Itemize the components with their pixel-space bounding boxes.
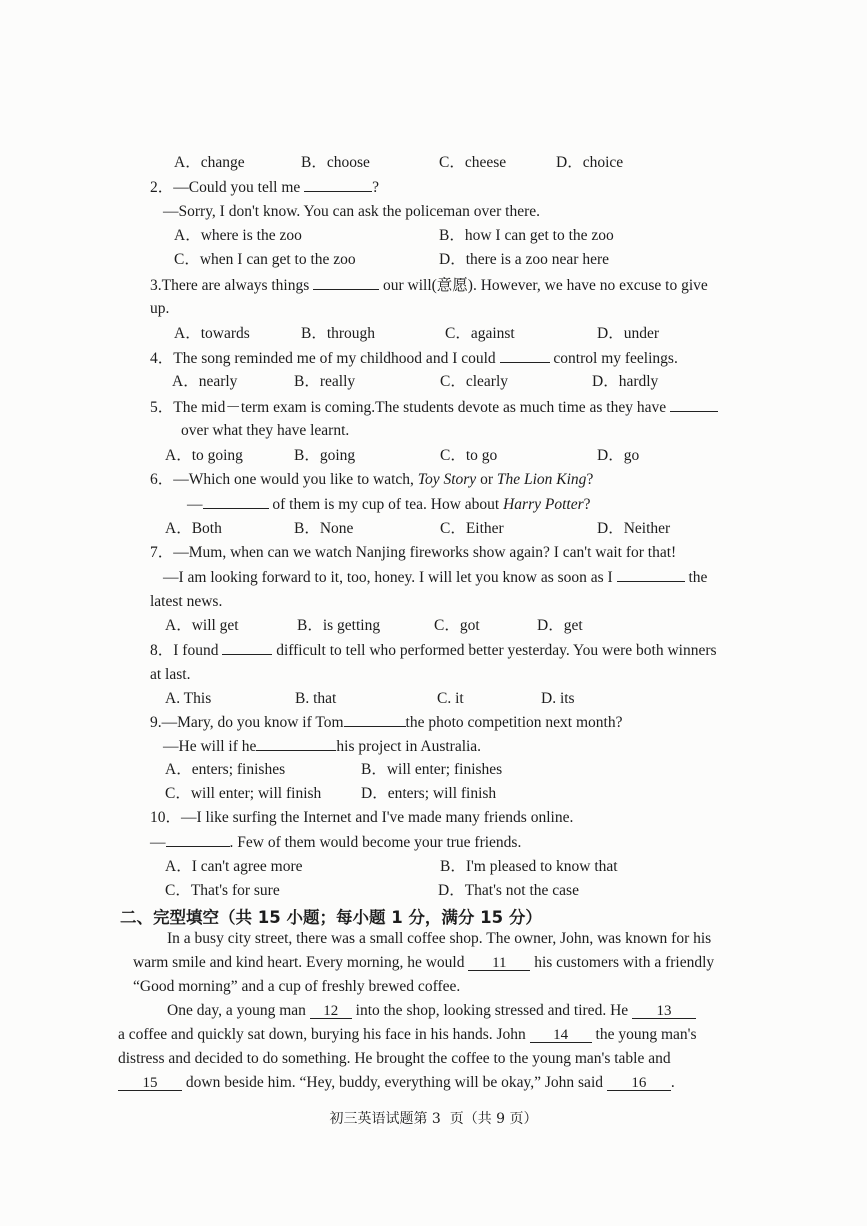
section-heading: 二、完型填空（共 15 小题；每小题 1 分，满分 15 分） bbox=[120, 908, 542, 927]
passage-line: One day, a young man 12 into the shop, looking stressed and tired. He 13 bbox=[167, 1001, 696, 1021]
q6-option-b: B．None bbox=[294, 520, 354, 537]
q5-option-c: C．to go bbox=[440, 447, 498, 464]
q7-reply: —I am looking forward to it, too, honey. I will let you know as soon as I the bbox=[163, 569, 708, 586]
q8-stem: 8．I found difficult to tell who performed better yesterday. You were both winners bbox=[150, 642, 717, 659]
q7-option-d: D．get bbox=[537, 617, 583, 634]
q10-option-a: A．I can't agree more bbox=[165, 858, 303, 875]
q8-option-d: D. its bbox=[541, 690, 575, 707]
q6-option-d: D．Neither bbox=[597, 520, 671, 537]
blank-15: 15 bbox=[118, 1076, 182, 1091]
q8-option-c: C. it bbox=[437, 690, 464, 707]
q5-stem-cont: over what they have learnt. bbox=[181, 422, 350, 439]
q10-option-c: C．That's for sure bbox=[165, 882, 280, 899]
q3-stem-cont: up. bbox=[150, 300, 170, 317]
q8-option-a: A. This bbox=[165, 690, 212, 707]
q5-stem: 5．The mid－term exam is coming.The students devote as much time as they have bbox=[150, 397, 718, 418]
q6-option-c: C．Either bbox=[440, 520, 504, 537]
q4-option-d: D．hardly bbox=[592, 373, 659, 390]
passage-line: 15 down beside him. “Hey, buddy, everything will be okay,” John said 16 . bbox=[118, 1073, 675, 1093]
q2-option-c: C．when I can get to the zoo bbox=[174, 251, 356, 268]
q9-option-c: C．will enter; will finish bbox=[165, 785, 322, 802]
q5-option-d: D．go bbox=[597, 447, 640, 464]
q7-option-c: C．got bbox=[434, 617, 480, 634]
q3-option-b: B．through bbox=[301, 325, 376, 342]
q7-reply-cont: latest news. bbox=[150, 593, 223, 610]
q9-option-d: D．enters; will finish bbox=[361, 785, 497, 802]
q2-option-a: A．where is the zoo bbox=[174, 227, 302, 244]
q7-option-b: B．is getting bbox=[297, 617, 381, 634]
blank-14: 14 bbox=[530, 1028, 592, 1043]
q1-option-d: D．choice bbox=[556, 154, 624, 171]
q5-option-b: B．going bbox=[294, 447, 356, 464]
q2-option-b: B．how I can get to the zoo bbox=[439, 227, 614, 244]
q10-stem: 10．—I like surfing the Internet and I've made many friends online. bbox=[150, 809, 574, 826]
q9-stem: 9.—Mary, do you know if Tom the photo competition next month? bbox=[150, 714, 623, 731]
q1-option-b: B．choose bbox=[301, 154, 370, 171]
q2-reply: —Sorry, I don't know. You can ask the policeman over there. bbox=[163, 203, 541, 220]
q3-option-d: D．under bbox=[597, 325, 659, 342]
q10-reply: — . Few of them would become your true friends. bbox=[150, 834, 522, 851]
q6-reply: — of them is my cup of tea. How about Harry Potter? bbox=[187, 496, 591, 513]
q7-stem: 7．—Mum, when can we watch Nanjing fireworks show again? I can't wait for that! bbox=[150, 544, 677, 561]
q6-option-a: A．Both bbox=[165, 520, 222, 537]
q10-option-b: B．I'm pleased to know that bbox=[440, 858, 618, 875]
q9-reply: —He will if he his project in Australia. bbox=[163, 738, 482, 755]
passage-line: In a busy city street, there was a small coffee shop. The owner, John, was known for his bbox=[167, 930, 712, 947]
q4-option-c: C．clearly bbox=[440, 373, 509, 390]
passage-line: “Good morning” and a cup of freshly brewed coffee. bbox=[133, 978, 461, 995]
blank-16: 16 bbox=[607, 1076, 671, 1091]
blank-12: 12 bbox=[310, 1004, 352, 1019]
q4-stem: 4．The song reminded me of my childhood and I could control my feelings. bbox=[150, 350, 678, 367]
blank-11: 11 bbox=[468, 956, 530, 971]
passage-line: warm smile and kind heart. Every morning, he would 11 his customers with a friendly bbox=[133, 954, 715, 971]
q6-stem: 6．—Which one would you like to watch, Toy Story or The Lion King? bbox=[150, 471, 594, 488]
q8-option-b: B. that bbox=[295, 690, 337, 707]
q8-stem-cont: at last. bbox=[150, 666, 191, 683]
q9-option-a: A．enters; finishes bbox=[165, 761, 286, 778]
q3-stem: 3.There are always things our will(意愿). However, we have no excuse to give bbox=[150, 277, 708, 294]
passage-line: a coffee and quickly sat down, burying his face in his hands. John 14 the young man's bbox=[118, 1026, 697, 1043]
q2-option-d: D．there is a zoo near here bbox=[439, 251, 609, 268]
page-footer: 初三英语试题第 3 页（共 9 页） bbox=[329, 1111, 538, 1127]
q1-option-c: C．cheese bbox=[439, 154, 507, 171]
q1-option-a: A．change bbox=[174, 154, 245, 171]
passage-line: distress and decided to do something. He brought the coffee to the young man's table and bbox=[118, 1050, 671, 1067]
q2-stem: 2．—Could you tell me ? bbox=[150, 179, 380, 196]
q5-option-a: A．to going bbox=[165, 447, 243, 464]
q3-option-a: A．towards bbox=[174, 325, 250, 342]
q4-option-b: B．really bbox=[294, 373, 356, 390]
q3-option-c: C．against bbox=[445, 325, 515, 342]
q10-option-d: D．That's not the case bbox=[438, 882, 579, 899]
q4-option-a: A．nearly bbox=[172, 373, 238, 390]
q7-option-a: A．will get bbox=[165, 617, 239, 634]
blank-13: 13 bbox=[632, 1004, 696, 1019]
q9-option-b: B．will enter; finishes bbox=[361, 761, 503, 778]
